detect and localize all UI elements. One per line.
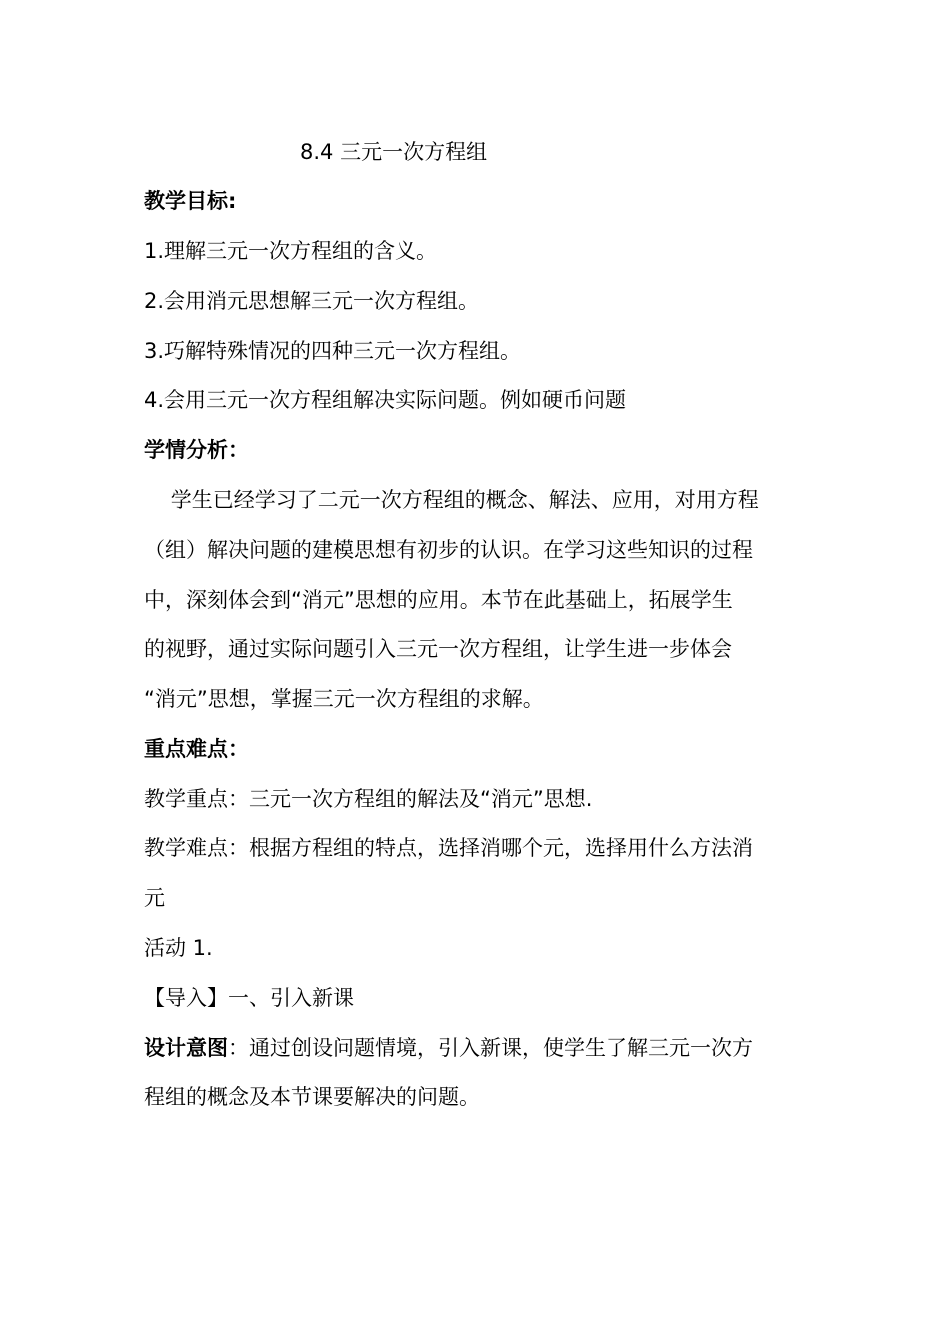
analysis-line-4: 的视野，通过实际问题引入三元一次方程组，让学生进一步体会 <box>144 637 732 661</box>
objective-item-4: 4.会用三元一次方程组解决实际问题。例如硬币问题 <box>144 388 627 412</box>
design-intent-label: 设计意图 <box>144 1036 228 1060</box>
analysis-line-1: 学生已经学习了二元一次方程组的概念、解法、应用，对用方程 <box>144 488 759 512</box>
objectives-heading: 教学目标: <box>144 189 237 213</box>
key-point-text: 教学重点：三元一次方程组的解法及“消元”思想. <box>144 787 593 811</box>
design-intent-text-1: ：通过创设问题情境，引入新课，使学生了解三元一次方 <box>228 1036 753 1060</box>
intro-line: 【导入】一、引入新课 <box>144 986 354 1010</box>
document-title: 8.4 三元一次方程组 <box>300 140 488 164</box>
difficult-point-text-1: 教学难点：根据方程组的特点，选择消哪个元，选择用什么方法消 <box>144 836 753 860</box>
objective-item-3: 3.巧解特殊情况的四种三元一次方程组。 <box>144 339 522 363</box>
analysis-line-5: “消元”思想，掌握三元一次方程组的求解。 <box>144 687 544 711</box>
objective-item-1: 1.理解三元一次方程组的含义。 <box>144 239 438 263</box>
activity-label: 活动 1. <box>144 936 213 960</box>
design-intent-line-1 <box>144 1033 824 1063</box>
analysis-line-2: （组）解决问题的建模思想有初步的认识。在学习这些知识的过程 <box>144 538 753 562</box>
analysis-line-3: 中，深刻体会到“消元”思想的应用。本节在此基础上，拓展学生 <box>144 588 733 612</box>
analysis-heading: 学情分析： <box>144 438 249 462</box>
difficult-point-text-2: 元 <box>144 886 165 910</box>
objective-item-2: 2.会用消元思想解三元一次方程组。 <box>144 289 480 313</box>
design-intent-line-2: 程组的概念及本节课要解决的问题。 <box>144 1085 480 1109</box>
key-points-heading: 重点难点： <box>144 737 249 761</box>
